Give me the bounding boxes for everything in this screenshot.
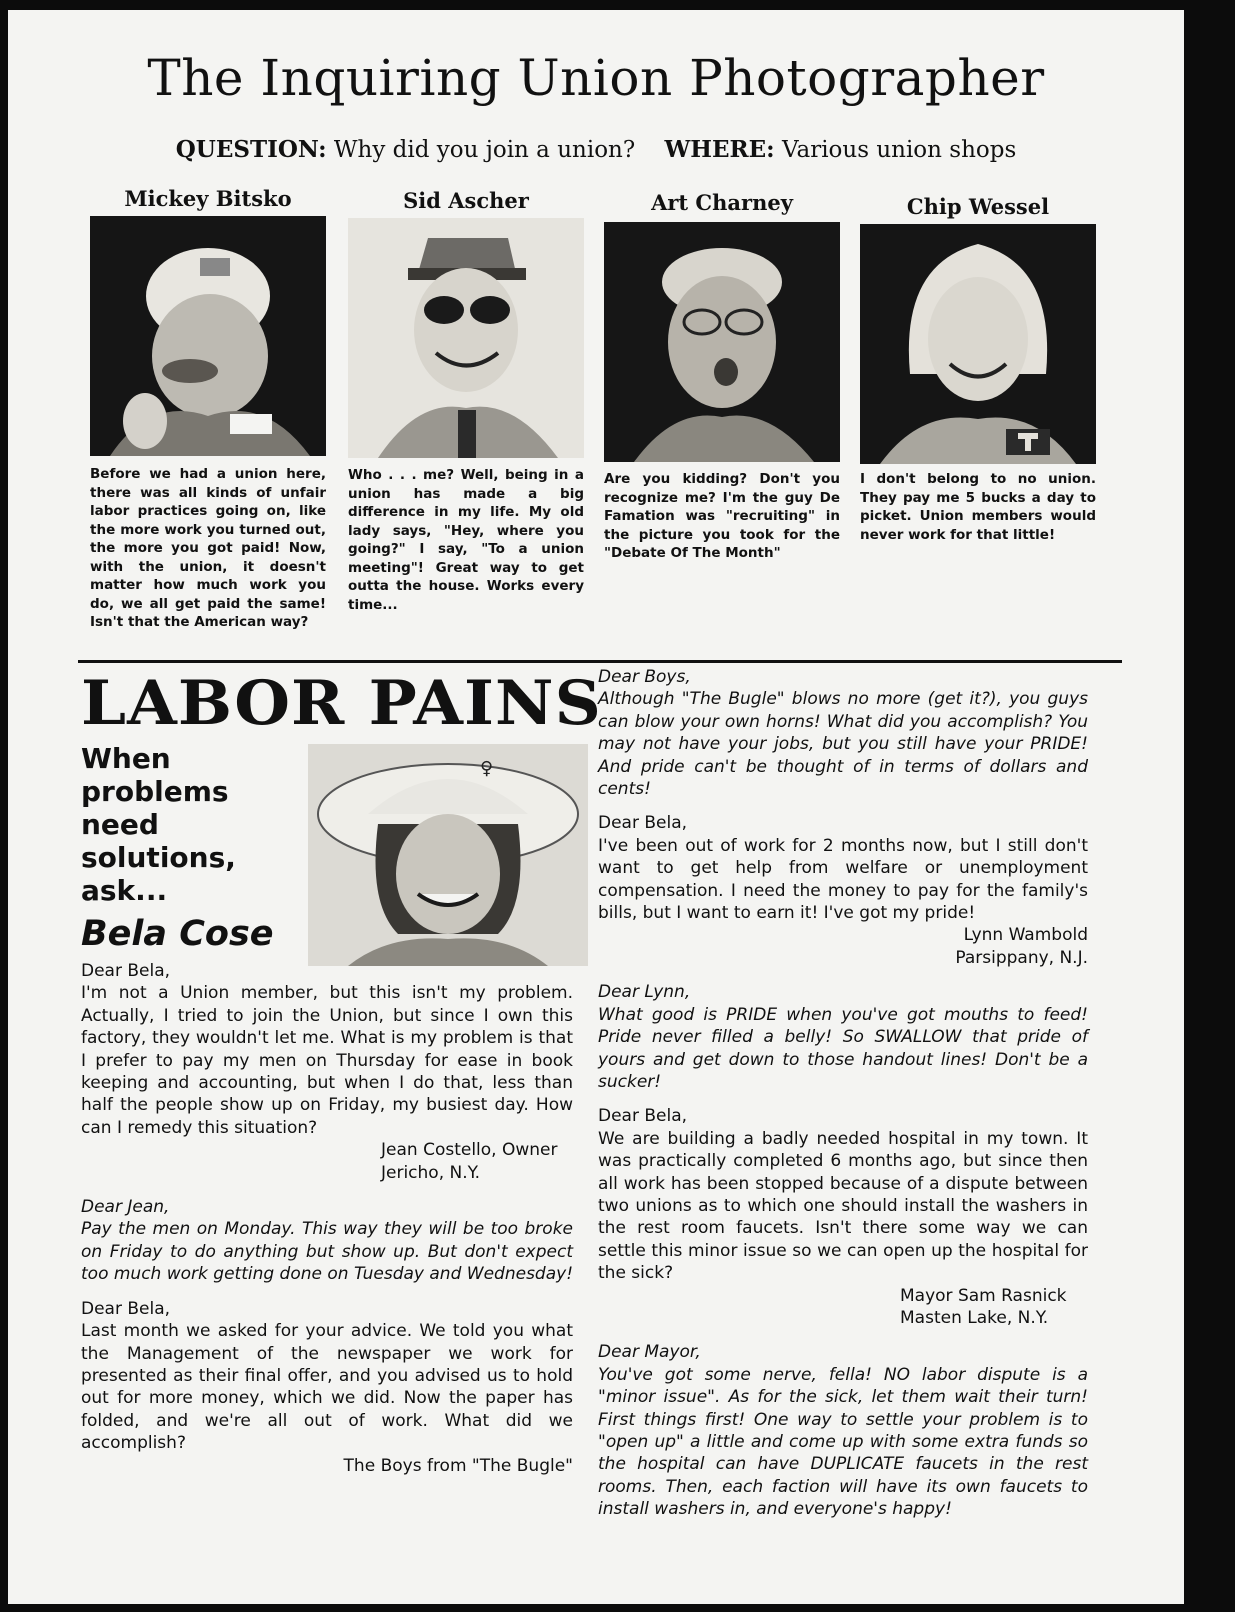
respondent-name: Sid Ascher: [403, 188, 529, 213]
respondent-answer: I don't belong to no union. They pay me 5 bucks a day to picket. Union members would never work for that little!: [860, 471, 1096, 543]
reply-body: Although "The Bugle" blows no more (get it?), you guys can blow your own horns! What did you accomplish? You may not have your jobs, but you still have your PRIDE! And pride can't be thought of in terms of dollars and cents!: [598, 689, 1088, 800]
letter-salutation: Dear Bela,: [81, 1298, 171, 1319]
reply-salutation: Dear Boys,: [598, 667, 691, 687]
column-tagline: When problems need solutions, ask...: [81, 742, 236, 907]
question-text: Why did you join a union?: [333, 137, 636, 163]
reply-salutation: Dear Jean,: [81, 1197, 170, 1218]
where-text: Various union shops: [781, 137, 1017, 163]
letter-location: Jericho, N.Y.: [381, 1162, 480, 1183]
letter-salutation: Dear Bela,: [598, 1106, 688, 1127]
reply-salutation: Dear Mayor,: [598, 1342, 701, 1363]
letter-salutation: Dear Bela,: [598, 813, 688, 834]
caricature-battered-man: [604, 222, 840, 462]
question-label: QUESTION:: [175, 136, 327, 163]
letter-salutation: Dear Bela,: [81, 961, 171, 981]
respondent-portrait: [860, 224, 1096, 464]
letter-signature: Lynn Wambold: [963, 925, 1088, 946]
caricature-columnist-woman: [308, 744, 588, 966]
letter-body: I've been out of work for 2 months now, but I still don't want to get help from welfare or unemployment compensation. I need the money to pay for the family's bills, but I want to earn it! I've got my pride!: [598, 835, 1088, 924]
letter-signature: The Boys from "The Bugle": [343, 1455, 573, 1476]
columnist-name: Bela Cose: [81, 914, 274, 954]
reply-salutation: Dear Lynn,: [598, 982, 691, 1003]
respondent-name: Chip Wessel: [906, 194, 1050, 219]
section-divider: [78, 660, 1122, 663]
svg-text:♀: ♀: [480, 758, 494, 779]
respondent-answer: Who . . . me? Well, being in a union has made a big difference in my life. My old lady says, "Hey, where you going?" I say, "To a union meeting"! Great way to get outta the house. Works every time...: [348, 467, 584, 613]
respondent-portrait: [348, 218, 584, 458]
letter-body: Last month we asked for your advice. We told you what the Management of the newspaper we work for presented as their final offer, and you advised us to hold out for more money, which we did. Now the paper has folded, and we're all out of work. What did we accomplish?: [81, 1321, 573, 1454]
respondent-name: Mickey Bitsko: [124, 186, 292, 211]
letters-right-column: [598, 666, 1088, 1521]
letter-signature: Mayor Sam Rasnick: [900, 1285, 1067, 1306]
page-title: The Inquiring Union Photographer: [147, 49, 1045, 107]
columnist-portrait: [308, 744, 588, 966]
respondent-answer: Are you kidding? Don't you recognize me? I'm the guy De Famation was "recruiting" in the picture you took for the "Debate Of The Month": [604, 471, 840, 561]
respondent-portrait: [604, 222, 840, 462]
letter-body: I'm not a Union member, but this isn't my problem. Actually, I tried to join the Union, but since I own this factory, they wouldn't let me. What is my problem is that I prefer to pay my men on Thursday for ease in book keeping and accounting, but when I do that, less than half the people show up on Friday, my busiest day. How can I remedy this situation?: [81, 983, 573, 1138]
letters-left-column: [81, 960, 573, 1477]
question-line: [8, 135, 1184, 165]
letter-location: Masten Lake, N.Y.: [900, 1307, 1049, 1328]
where-label: WHERE:: [664, 136, 775, 163]
letter-body: We are building a badly needed hospital in my town. It was practically completed 6 months ago, but since then all work has been stopped because of a dispute between two unions as to which one should install the washers in the rest room faucets. Isn't there some way we can settle this minor issue so we can open up the hospital for the sick?: [598, 1128, 1088, 1284]
column-title: LABOR PAINS: [81, 668, 602, 739]
caricature-man-with-glasses: [348, 218, 584, 458]
respondent-portrait: [90, 216, 326, 456]
letter-signature: Jean Costello, Owner: [381, 1140, 558, 1161]
magazine-page: [8, 10, 1184, 1604]
caricature-young-picketer: [860, 224, 1096, 464]
letter-location: Parsippany, N.J.: [955, 947, 1088, 968]
reply-body: You've got some nerve, fella! NO labor dispute is a "minor issue". As for the sick, let them wait their turn! First things first! One way to settle your problem is to "open up" a little and come up with some extra funds so the hospital can have DUPLICATE faucets in the rest rooms. Then, each faction will have its own faucets to install washers in, and everyone's happy!: [598, 1364, 1088, 1520]
caricature-hardhat-worker: [90, 216, 326, 456]
respondent-answer: Before we had a union here, there was all kinds of unfair labor practices going on, like the more work you turned out, the more you got paid! Now, with the union, it doesn't matter how much work you do, we all get paid the same! Isn't that the American way?: [90, 466, 326, 630]
reply-body: Pay the men on Monday. This way they will be too broke on Friday to do anything but show up. But don't expect too much work getting done on Tuesday and Wednesday!: [81, 1219, 574, 1285]
reply-body: What good is PRIDE when you've got mouths to feed! Pride never filled a belly! So SWALLOW that pride of yours and get down to those handout lines! Don't be a sucker!: [598, 1004, 1088, 1092]
respondent-name: Art Charney: [651, 190, 793, 215]
